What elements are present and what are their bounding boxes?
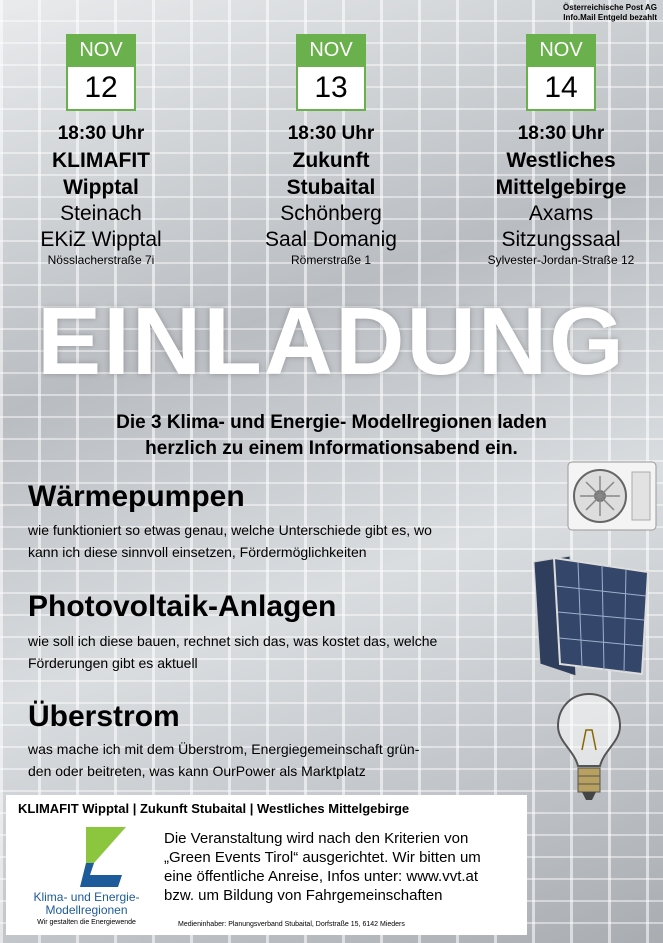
event-venue: EKiZ Wipptal <box>40 228 162 251</box>
footer-text-line: Die Veranstaltung wird nach den Kriterien von <box>164 830 469 847</box>
footer-imprint: Medieninhaber: Planungsverband Stubaital, Dorfstraße 15, 6142 Mieders <box>178 921 405 928</box>
invitation-banner: EINLADUNG <box>37 288 626 395</box>
intro-line-1: Die 3 Klima- und Energie- Modellregionen laden <box>116 412 547 433</box>
footer-text <box>164 829 524 905</box>
heat-pump-icon <box>566 458 658 536</box>
event-venue: Saal Domanig <box>265 228 397 251</box>
event-day: 14 <box>526 67 596 111</box>
event-column-2 <box>226 34 436 268</box>
topic-text-line: Förderungen gibt es aktuell <box>28 655 198 671</box>
event-column-1 <box>0 34 206 268</box>
solar-panel-icon <box>530 552 660 680</box>
calendar-icon <box>296 34 366 111</box>
light-bulb-icon <box>554 690 624 808</box>
logo-line-2: Modellregionen <box>45 903 128 917</box>
event-street: Sylvester-Jordan-Straße 12 <box>487 253 635 267</box>
event-org-line-2: Mittelgebirge <box>495 176 627 199</box>
event-town: Steinach <box>60 202 142 225</box>
topic-text-heat-pumps <box>28 519 518 563</box>
topic-text-line: wie soll ich diese bauen, rechnet sich das, was kostet das, welche <box>28 633 438 649</box>
topic-text-line: wie funktioniert so etwas genau, welche Unterschiede gibt es, wo <box>28 522 432 538</box>
topic-text-surplus-power <box>28 738 518 782</box>
event-month: NOV <box>66 34 136 67</box>
event-day: 12 <box>66 67 136 111</box>
topic-text-line: den oder beitreten, was kann OurPower als Marktplatz <box>28 763 366 779</box>
footer-text-line: „Green Events Tirol“ ausgerichtet. Wir bitten um <box>164 849 481 866</box>
topic-title-heat-pumps: Wärmepumpen <box>28 480 245 513</box>
calendar-icon <box>526 34 596 111</box>
event-month: NOV <box>296 34 366 67</box>
footer-text-line: bzw. um Bildung von Fahrgemeinschaften <box>164 887 443 904</box>
event-org-line-1: Zukunft <box>292 149 370 172</box>
event-street: Nösslacherstraße 7i <box>47 253 155 267</box>
intro-line-2: herzlich zu einem Informationsabend ein. <box>145 438 518 459</box>
topic-text-photovoltaics <box>28 630 518 674</box>
topic-text-line: kann ich diese sinnvoll einsetzen, Fördermöglichkeiten <box>28 544 367 560</box>
postage-note <box>563 3 657 23</box>
logo-tagline: Wir gestalten die Energiewende <box>37 919 136 926</box>
intro-text <box>0 410 663 462</box>
event-town: Schönberg <box>280 202 382 225</box>
event-org-line-2: Wipptal <box>63 176 139 199</box>
footer-text-line: eine öffentliche Anreise, Infos unter: www.vvt.at <box>164 868 479 885</box>
event-column-3 <box>456 34 663 268</box>
postage-line-2: Info.Mail Entgeld bezahlt <box>563 13 657 22</box>
topic-title-photovoltaics: Photovoltaik-Anlagen <box>28 590 337 623</box>
event-month: NOV <box>526 34 596 67</box>
logo-line-1: Klima- und Energie- <box>33 890 140 904</box>
event-time: 18:30 Uhr <box>287 123 375 144</box>
event-org-line-2: Stubaital <box>286 176 376 199</box>
calendar-icon <box>66 34 136 111</box>
topic-title-surplus-power: Überstrom <box>28 700 180 733</box>
event-org-line-1: KLIMAFIT <box>52 149 150 172</box>
event-time: 18:30 Uhr <box>517 123 605 144</box>
postage-line-1: Österreichische Post AG <box>563 3 657 12</box>
logo-mark-icon <box>14 823 159 891</box>
event-time: 18:30 Uhr <box>57 123 145 144</box>
event-street: Römerstraße 1 <box>290 253 372 267</box>
footer-box <box>6 795 527 935</box>
event-town: Axams <box>528 202 594 225</box>
topic-text-line: was mache ich mit dem Überstrom, Energiegemeinschaft grün- <box>28 741 420 757</box>
event-org-line-1: Westliches <box>506 149 616 172</box>
regions-logo <box>14 823 159 931</box>
event-day: 13 <box>296 67 366 111</box>
event-venue: Sitzungssaal <box>501 228 621 251</box>
footer-headline: KLIMAFIT Wipptal | Zukunft Stubaital | Westliches Mittelgebirge <box>18 801 410 816</box>
